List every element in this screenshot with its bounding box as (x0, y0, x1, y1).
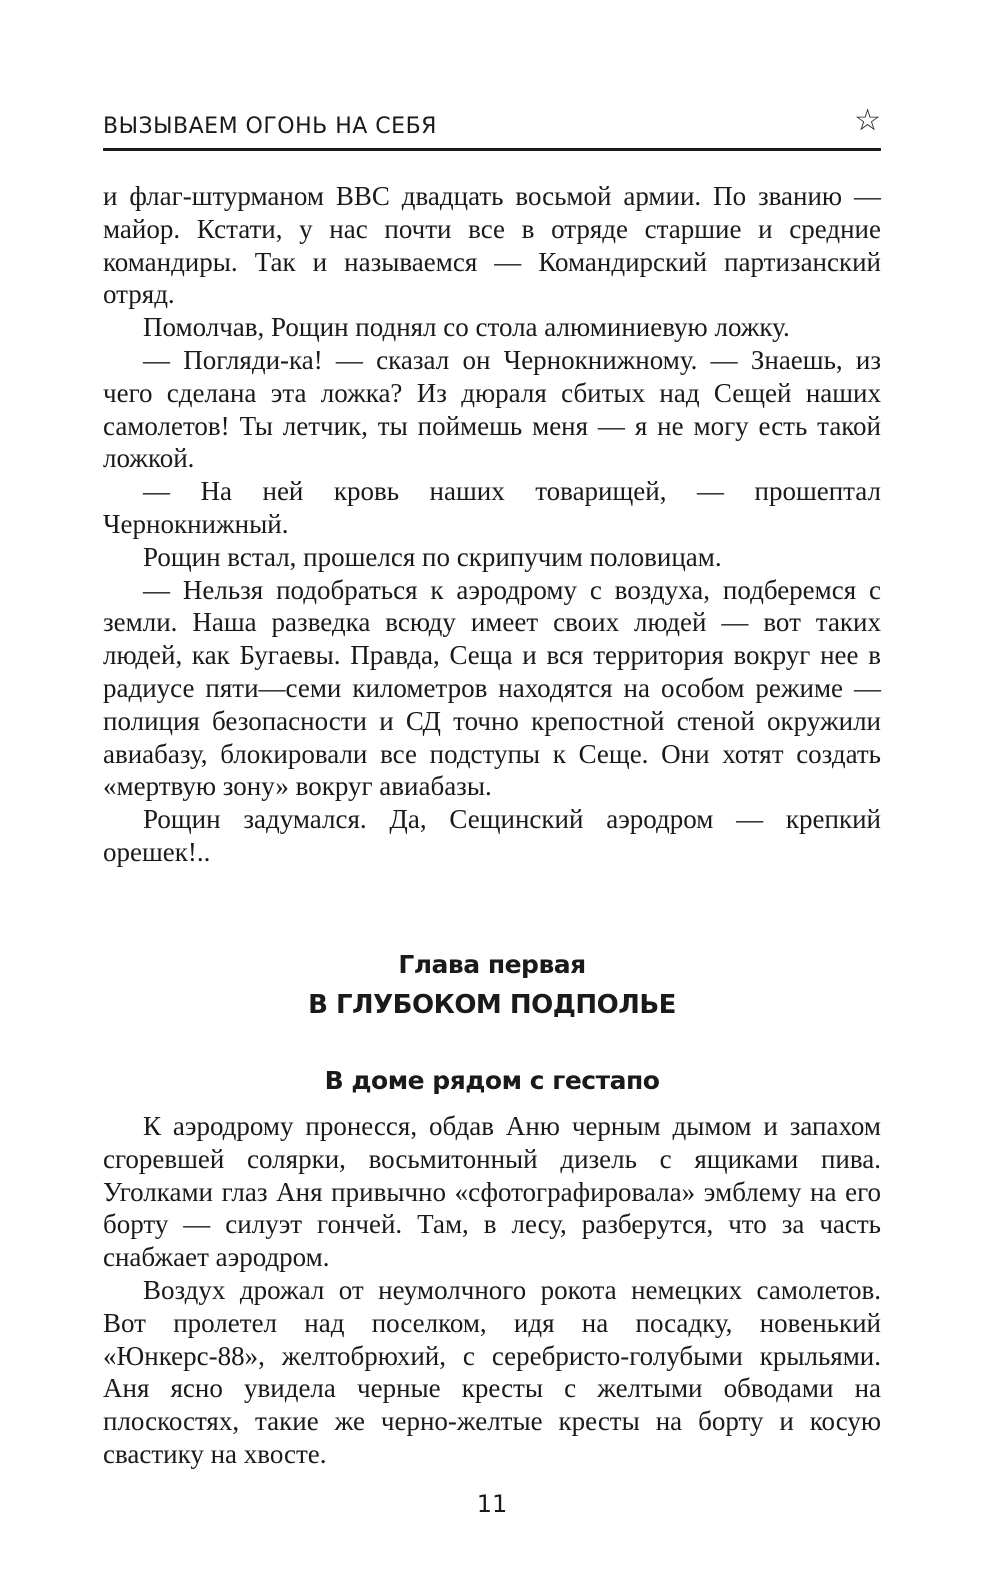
paragraph: Рощин встал, прошелся по скрипучим половицам. (143, 541, 722, 572)
star-icon: ☆ (854, 103, 881, 138)
paragraph: Воздух дрожал от неумолчного рокота немецких самолетов. Вот пролетел над поселком, идя на посадку, новенький «Юнкерс-88», желтобрюхий, с серебристо-голубыми крыльями. Аня ясно увидела черные кресты с желтыми обводами на плоскостях, такие же черно-желтые кресты на борту и косую свастику на хвосте. (103, 1274, 881, 1469)
running-header (103, 103, 881, 151)
text-block-bottom (103, 1110, 881, 1471)
paragraph: Помолчав, Рощин поднял со стола алюминиевую ложку. (143, 312, 790, 343)
paragraph: и флаг-штурманом ВВС двадцать восьмой армии. По званию — майор. Кстати, у нас почти все в отряде старшие и средние командиры. Так и называемся — Командирский партизанский отряд. (103, 181, 881, 310)
paragraph: Рощин задумался. Да, Сещинский аэродром — крепкий орешек!.. (103, 804, 881, 867)
paragraph: — На ней кровь наших товарищей, — прошептал Чернокнижный. (103, 476, 881, 539)
running-title: ВЫЗЫВАЕМ ОГОНЬ НА СЕБЯ (103, 114, 437, 139)
paragraph: — Погляди-ка! — сказал он Чернокнижному. — Знаешь, из чего сделана эта ложка? Из дюраля сбитых над Сещей наших самолетов! Ты летчик, ты поймешь меня — я не могу есть такой ложкой. (103, 344, 881, 474)
paragraph: — Нельзя подобраться к аэродрому с воздуха, подберемся с земли. Наша разведка всюду имеет своих людей — вот таких людей, как Бугаевы. Правда, Сеща и вся территория вокруг нее в радиусе пяти—семи километров находятся на особом режиме — полиция безопасности и СД точно крепостной стеной окружили авиабазу, блокировали все подступы к Сеще. Они хотят создать «мертвую зону» вокруг авиабазы. (103, 574, 881, 802)
paragraph: К аэродрому пронесся, обдав Аню черным дымом и запахом сгоревшей солярки, восьмитонный дизель с ящиками пива. Уголками глаз Аня привычно «сфотографировала» эмблему на его борту — силуэт гончей. Там, в лесу, разберутся, что за часть снабжает аэродром. (103, 1111, 881, 1273)
page-number: 11 (476, 1490, 508, 1518)
text-block-top (103, 180, 881, 869)
chapter-title: В ГЛУБОКОМ ПОДПОЛЬЕ (308, 990, 676, 1020)
section-title: В доме рядом с гестапо (324, 1066, 660, 1095)
chapter-number: Глава первая (398, 950, 586, 979)
